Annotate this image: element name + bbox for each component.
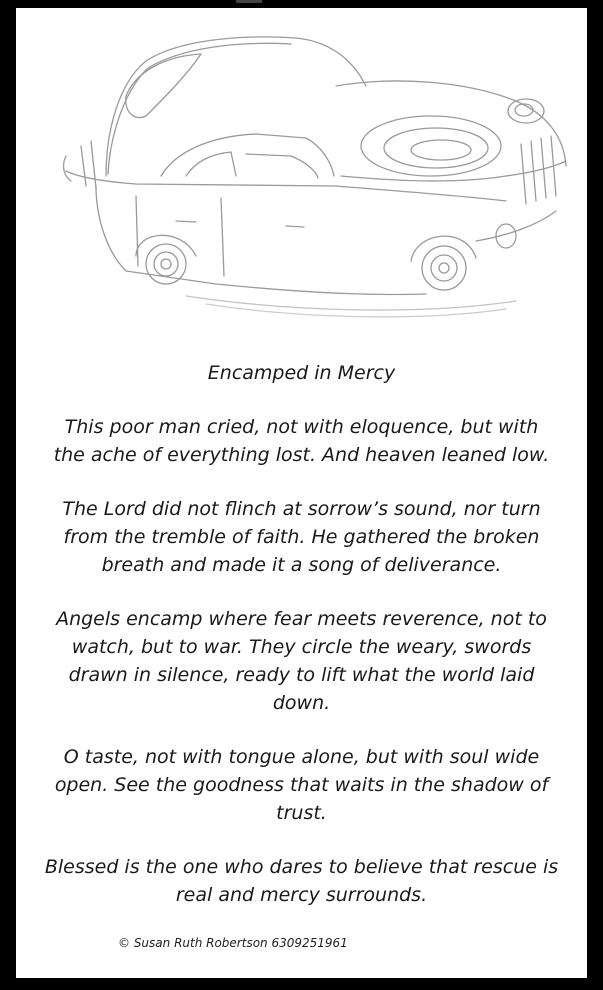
top-edge-mark — [236, 0, 262, 3]
copyright-credit: © Susan Ruth Robertson 6309251961 — [118, 936, 348, 950]
poem-stanza-4: O taste, not with tongue alone, but with soul wide open. See the goodness that waits in the shadow of trust. — [54, 746, 549, 824]
poem-stanza-1: This poor man cried, not with eloquence, but with the ache of everything lost. And heaven leaned low. — [53, 416, 550, 466]
car-sketch-illustration — [36, 26, 576, 326]
poem — [16, 360, 587, 935]
poem-stanza-3: Angels encamp where fear meets reverence, not to watch, but to war. They circle the weary, swords drawn in silence, ready to lift what the world laid down. — [56, 608, 547, 714]
poem-stanza-5: Blessed is the one who dares to believe that rescue is real and mercy surrounds. — [44, 856, 559, 906]
poem-stanza-2: The Lord did not flinch at sorrow’s sound, nor turn from the tremble of faith. He gathered the broken breath and made it a song of deliverance. — [62, 498, 541, 576]
poem-card — [16, 8, 587, 978]
poem-title: Encamped in Mercy — [207, 362, 396, 384]
